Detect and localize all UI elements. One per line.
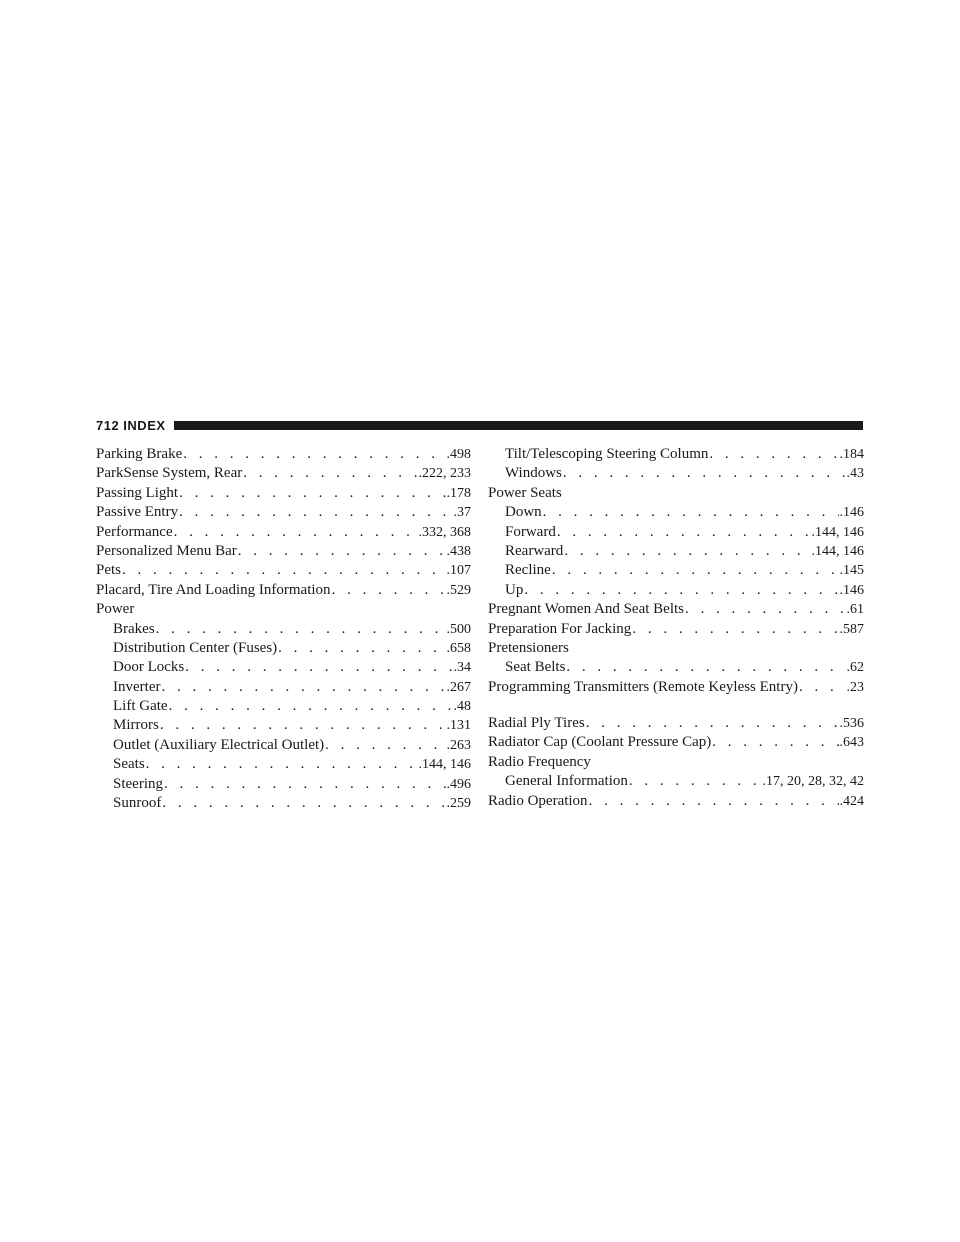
index-subentry [488, 503, 864, 522]
index-subentry [488, 445, 864, 464]
entry-pages: .144, 146 [811, 543, 864, 559]
dot-leader [629, 772, 762, 791]
dot-leader [164, 775, 446, 794]
index-entry [488, 678, 864, 697]
index-subentry [96, 639, 471, 658]
dot-leader [183, 445, 445, 464]
entry-pages: .184 [839, 447, 864, 462]
dot-leader [146, 755, 418, 774]
index-subentry [96, 736, 471, 755]
dot-leader [589, 792, 839, 811]
dot-leader [543, 503, 839, 522]
dot-leader [709, 445, 838, 464]
dot-leader [332, 581, 446, 600]
index-subentry [96, 794, 471, 813]
index-heading: Pretensioners [488, 639, 569, 656]
page-label: 712 INDEX [96, 417, 166, 433]
entry-pages: .500 [446, 621, 471, 637]
dot-leader [161, 678, 445, 697]
entry-pages: .131 [446, 718, 471, 734]
entry-term: Programming Transmitters (Remote Keyless Entry) [488, 678, 798, 695]
entry-term: Door Locks [113, 659, 185, 676]
entry-pages: .424 [839, 793, 864, 809]
entry-term: Brakes [113, 620, 155, 637]
header-rule [174, 421, 863, 430]
entry-pages: .43 [846, 466, 864, 482]
entry-pages: .107 [446, 563, 471, 579]
index-entry [96, 445, 471, 464]
entry-pages: .332, 368 [418, 524, 471, 540]
dot-leader [552, 561, 839, 580]
entry-term: Up [505, 581, 524, 598]
index-heading: Radio Frequency [488, 753, 591, 770]
index-subentry [488, 523, 864, 542]
entry-term: Placard, Tire And Loading Information [96, 581, 331, 598]
dot-leader [712, 733, 838, 752]
dot-leader [586, 714, 839, 733]
dot-leader [557, 523, 811, 542]
entry-pages: .222, 233 [418, 466, 471, 482]
entry-term: Seat Belts [505, 659, 566, 676]
index-subentry [96, 716, 471, 735]
entry-term: Radio Operation [488, 792, 588, 809]
index-subentry [96, 775, 471, 794]
dot-leader [156, 620, 446, 639]
entry-pages: .178 [446, 485, 471, 501]
entry-pages: .145 [839, 563, 864, 579]
entry-term: Rearward [505, 542, 564, 559]
entry-term: Distribution Center (Fuses) [113, 639, 278, 656]
index-entry [488, 714, 864, 733]
page-header [96, 416, 863, 434]
entry-term: Passive Entry [96, 504, 179, 521]
dot-leader [185, 658, 452, 677]
dot-leader [524, 581, 838, 600]
entry-pages: .498 [446, 447, 471, 462]
entry-term: Outlet (Auxiliary Electrical Outlet) [113, 736, 325, 753]
entry-pages: .267 [446, 679, 471, 695]
index-entry [488, 792, 864, 811]
entry-term: Windows [505, 465, 562, 482]
entry-pages: .259 [446, 796, 471, 812]
entry-term: Down [505, 504, 542, 521]
entry-pages: .536 [839, 716, 864, 732]
dot-leader [174, 523, 418, 542]
index-entry [96, 503, 471, 522]
index-entry [96, 464, 471, 483]
dot-leader [122, 561, 445, 580]
index-subentry [96, 697, 471, 716]
entry-pages: .61 [846, 602, 864, 618]
entry-pages: .34 [453, 660, 471, 676]
entry-pages: .144, 146 [418, 757, 471, 773]
entry-term: General Information [505, 773, 628, 790]
entry-term: Radiator Cap (Coolant Pressure Cap) [488, 734, 712, 751]
entry-term: Tilt/Telescoping Steering Column [505, 446, 709, 462]
dot-leader [278, 639, 445, 658]
entry-pages: .587 [839, 621, 864, 637]
dot-leader [799, 678, 846, 697]
index-entry [488, 620, 864, 639]
index-subentry [96, 755, 471, 774]
dot-leader [238, 542, 446, 561]
dot-leader [162, 794, 445, 813]
entry-pages: .37 [453, 505, 471, 521]
entry-term: Radial Ply Tires [488, 715, 585, 732]
dot-leader [179, 484, 445, 503]
dot-leader [566, 658, 845, 677]
dot-leader [169, 697, 453, 716]
entry-pages: .263 [446, 737, 471, 753]
entry-pages: .643 [839, 735, 864, 751]
index-entry [96, 523, 471, 542]
entry-pages: .23 [846, 679, 864, 695]
index-subentry [488, 658, 864, 677]
dot-leader [179, 503, 452, 522]
entry-pages: .658 [446, 640, 471, 656]
index-subentry [488, 581, 864, 600]
entry-pages: .146 [839, 582, 864, 598]
entry-pages: .496 [446, 776, 471, 792]
entry-pages: .17, 20, 28, 32, 42 [762, 774, 864, 790]
index-heading: Power [96, 601, 135, 618]
index-subentry [488, 772, 864, 791]
entry-term: Forward [505, 523, 556, 540]
index-subentry [96, 678, 471, 697]
entry-term: Inverter [113, 678, 161, 695]
index-subentry [488, 542, 864, 561]
index-entry [96, 561, 471, 580]
index-column-right [488, 445, 864, 811]
index-entry [488, 733, 864, 752]
entry-term: Lift Gate [113, 698, 168, 715]
index-entry [96, 484, 471, 503]
index-gap [488, 697, 864, 714]
entry-term: Sunroof [113, 795, 162, 812]
entry-term: Recline [505, 562, 551, 579]
index-column-left [96, 445, 471, 813]
dot-leader [325, 736, 445, 755]
index-entry [488, 600, 864, 619]
entry-term: ParkSense System, Rear [96, 465, 243, 482]
index-heading: Power Seats [488, 484, 562, 501]
entry-pages: .144, 146 [811, 524, 864, 540]
index-subentry [96, 658, 471, 677]
entry-term: Passing Light [96, 484, 179, 501]
index-entry [96, 581, 471, 600]
dot-leader [632, 620, 838, 639]
entry-term: Mirrors [113, 717, 159, 734]
dot-leader [564, 542, 810, 561]
entry-pages: .48 [453, 699, 471, 715]
dot-leader [685, 600, 846, 619]
index-subentry [488, 464, 864, 483]
entry-term: Pets [96, 562, 122, 579]
dot-leader [563, 464, 846, 483]
entry-term: Parking Brake [96, 446, 183, 462]
entry-term: Seats [113, 756, 145, 773]
entry-term: Pregnant Women And Seat Belts [488, 601, 684, 618]
entry-term: Steering [113, 775, 163, 792]
index-subentry [488, 561, 864, 580]
index-subentry [96, 620, 471, 639]
index-entry [96, 542, 471, 561]
entry-term: Preparation For Jacking [488, 620, 632, 637]
entry-pages: .529 [446, 582, 471, 598]
dot-leader [160, 716, 446, 735]
entry-term: Performance [96, 523, 173, 540]
dot-leader [243, 464, 417, 483]
entry-pages: .438 [446, 543, 471, 559]
entry-term: Personalized Menu Bar [96, 542, 237, 559]
entry-pages: .146 [839, 505, 864, 521]
entry-pages: .62 [846, 660, 864, 676]
